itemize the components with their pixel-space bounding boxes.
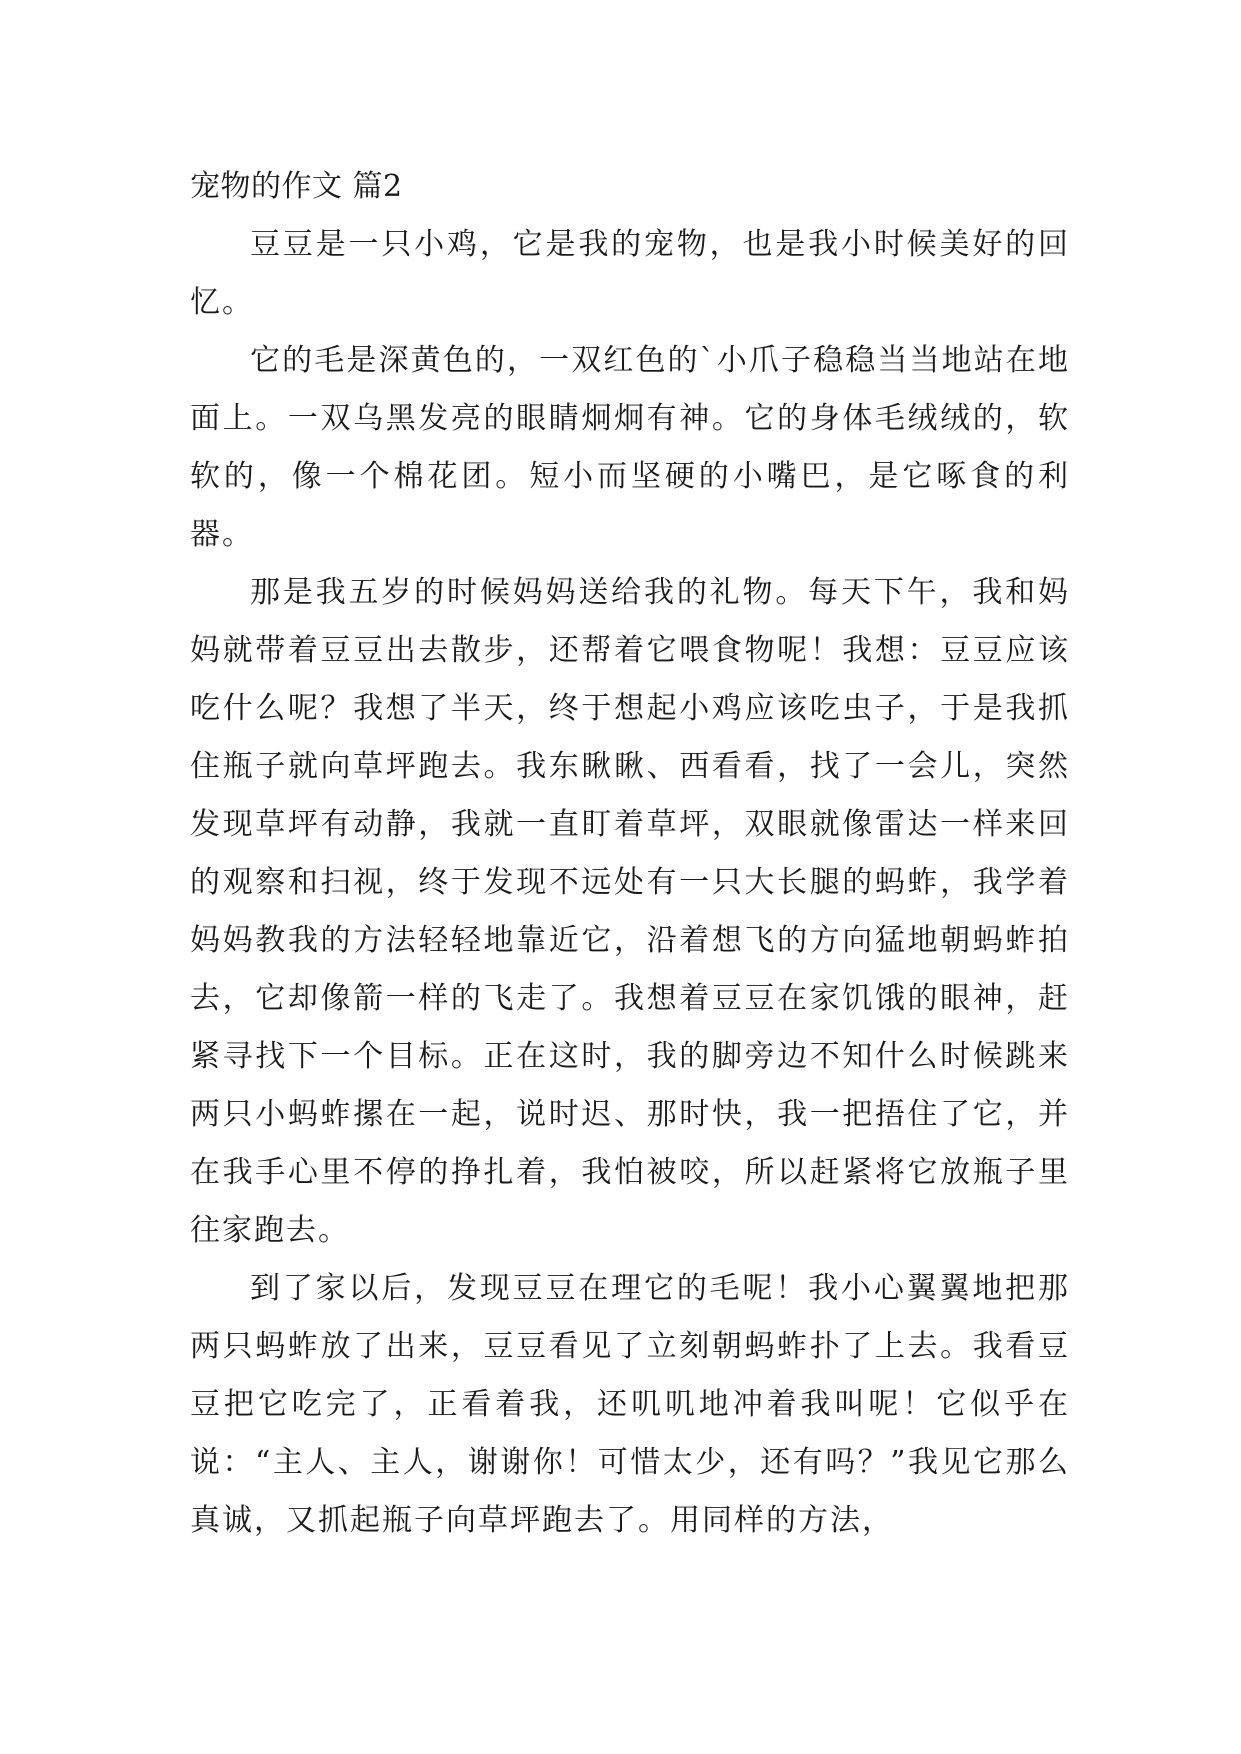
paragraph-1: 豆豆是一只小鸡，它是我的宠物，也是我小时候美好的回忆。 bbox=[190, 227, 1070, 320]
paragraph-4: 到了家以后，发现豆豆在理它的毛呢！我小心翼翼地把那两只蚂蚱放了出来，豆豆看见了立刻朝蚂蚱扑了上去。我看豆豆把它吃完了，正看着我，还叽叽地冲着我叫呢！它似乎在说：“主人、主人，谢谢你！可惜太少，还有吗？”我见它那么真诚，又抓起瓶子向草坪跑去了。用同样的方法， bbox=[190, 1271, 1070, 1538]
document-body bbox=[190, 158, 1070, 1550]
paragraph-2: 它的毛是深黄色的，一双红色的`小爪子稳稳当当地站在地面上。一双乌黑发亮的眼睛炯炯有神。它的身体毛绒绒的，软软的，像一个棉花团。短小而坚硬的小嘴巴，是它啄食的利器。 bbox=[190, 343, 1070, 552]
paragraph-3: 那是我五岁的时候妈妈送给我的礼物。每天下午，我和妈妈就带着豆豆出去散步，还帮着它喂食物呢！我想：豆豆应该吃什么呢？我想了半天，终于想起小鸡应该吃虫子，于是我抓住瓶子就向草坪跑去。我东瞅瞅、西看看，找了一会儿，突然发现草坪有动静，我就一直盯着草坪，双眼就像雷达一样来回的观察和扫视，终于发现不远处有一只大长腿的蚂蚱，我学着妈妈教我的方法轻轻地靠近它，沿着想飞的方向猛地朝蚂蚱拍去，它却像箭一样的飞走了。我想着豆豆在家饥饿的眼神，赶紧寻找下一个目标。正在这时，我的脚旁边不知什么时候跳来两只小蚂蚱摞在一起，说时迟、那时快，我一把捂住了它，并在我手心里不停的挣扎着，我怕被咬，所以赶紧将它放瓶子里往家跑去。 bbox=[190, 575, 1070, 1248]
document-title: 宠物的作文 篇2 bbox=[190, 169, 403, 204]
